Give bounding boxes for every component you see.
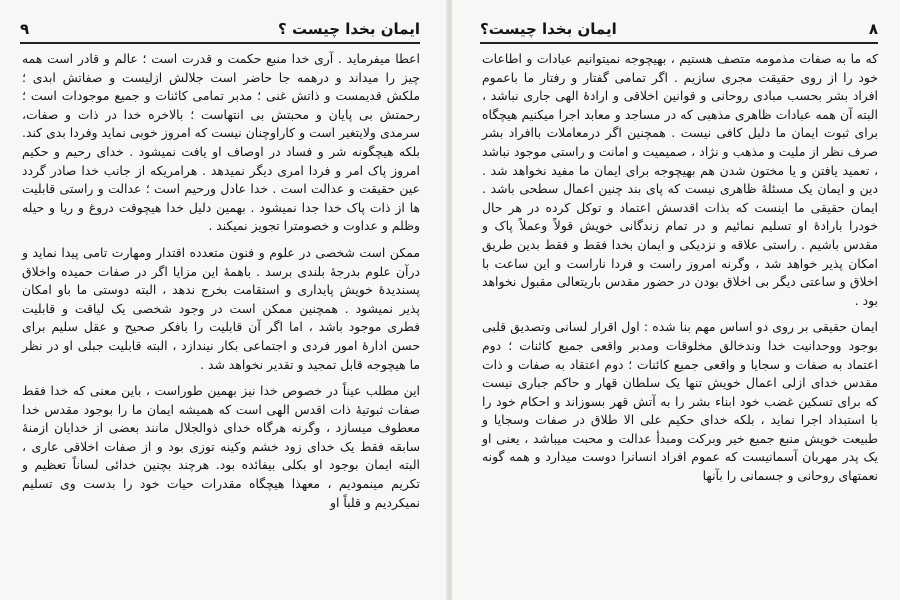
left-paragraph-2: ممکن است شخصی در علوم و فنون متعدده اقتدار ومهارت تامی پیدا نماید و درآن علوم بدرجهٔ بلندی برسد . باهمهٔ این مزایا اگر در صفات حمیده واخلاق پسندیدهٔ خویش پایداری و استقامت بخرج ندهد ، البته دوستی ما باو امکان پذیر نمیشود . همچنین ممکن است در وجود شخصی یک لیاقت و قابلیت فطری موجود باشد ، اما اگر آن قابلیت را بافکر صحیح و عقل سلیم برای حسن ادارهٔ امور فردی و اجتماعی بکار نیندازد ، البته قابلیت جبلی او در نظر ما هیچوجه قابل تمجید و تقدیر نخواهد شد . bbox=[22, 244, 420, 372]
right-page-number: ۸ bbox=[868, 20, 878, 38]
left-page-body bbox=[22, 50, 420, 520]
right-running-head: ایمان بخدا چیست؟ bbox=[480, 20, 617, 38]
right-page-body bbox=[482, 50, 878, 494]
left-paragraph-3: این مطلب عیناً در خصوص خدا نیز بهمین طوراست ، باین معنی که خدا فقط صفات ثبوتیهٔ ذات اقدس الهی است که همیشه ایمان ما را بوجود مقدس خدا معطوف میسازد ، وگرنه هرگاه خدای ذوالجلال مانند بعضی از خدایان ازمنهٔ سابقه فقط یک خدای زود خشم وکینه توزی بود و از صفات اخلاقی عاری ، البته ایمان بوجود او بکلی بیفائده بود. هرچند بچنین خدائی لساناً تعظیم و تکریم مینمودیم ، معهذا هیچگاه مقدرات حیات خود را بدست وی تسلیم نمیکردیم و قلباً او bbox=[22, 383, 420, 510]
right-page-header bbox=[480, 16, 878, 42]
left-page-header bbox=[20, 16, 420, 42]
left-paragraph-1: اعطا میفرماید . آری خدا منبع حکمت و قدرت است ؛ عالم و قادر است همه چیز را میداند و درهمه جا حاضر است جلالش ازلیست و صفاتش ابدی ؛ ملکش قدیمست و ذاتش غنی ؛ مدبر تمامی کائنات و جمیع موجودات است ؛ رحمتش بی پایان و محبتش بی انتهاست ؛ بالاخره خدا در ذات و صفات، سرمدی ولایتغیر است و کاراوچنان نیست که امروز خوبی نماید وفردا بدی کند. بلکه هیچگونه شر و فساد در اوصاف او یافت نمیشود . خدای رحیم و حکیم امروز پاک امر و فردا امری دیگر نمیدهد . هرامریکه از جانب خدا صادر گردد عین حقیقت و عدالت است . خدا عادل ورحیم است ؛ عدالت و راستی قابلیت ها از ذات پاک خدا جدا نمیشود . بهمین دلیل خدا هیچوقت دروغ و ریا و حیله وظلم و عداوت و خصومترا تجویز نمیکند . bbox=[22, 51, 420, 234]
left-running-head: ایمان بخدا چیست ؟ bbox=[278, 20, 420, 38]
right-header-rule bbox=[480, 42, 878, 44]
right-paragraph-1: که ما به صفات مذمومه متصف هستیم ، بهیچوجه نمیتوانیم عبادات و اطاعات خود را از روی حقیقت مجری سازیم . اگر تمامی گفتار و رفتار ما باعموم افراد بشر بحسب مبادی روحانی و قوانین اخلاقی و ارادهٔ الهی جاری نباشد ، البته آن همه عبادات ظاهری مذهبی که در مساجد و معابد اجرا میکنیم هیچگاه برای ثبوت ایمان ما دلیل کافی نیست . همچنین اگر درمعاملات باافراد بشر صرف نظر از ملیت و مذهب و نژاد ، صمیمیت و امانت و راستی موجود نباشد ، تعمید یافتن و یا مختون شدن هم بهیچوجه برای ایمان ما مفید نخواهد شد . دین و ایمان یک مسئلهٔ ظاهری نیست که پای بند چنین اعمال سطحی باشد . ایمان حقیقی ما اینست که بذات اقدسش اعتماد و توکل کرده در هر حال خودرا بارادهٔ او تسلیم نمائیم و در تمام زندگانی خویش قولاً وعملاً پاک و مقدس باشیم . راستی علاقه و نزدیکی و ایمان بخدا فقط و فقط بدین طریق امکان پذیر خواهد شد ، وگرنه امروز راست و فردا ناراست و این ساعت با اخلاق و ساعتی دیگر بی اخلاق بودن در حضور مقدس باریتعالی مقبول نخواهد بود . bbox=[482, 51, 878, 308]
left-header-rule bbox=[20, 42, 420, 44]
right-page bbox=[452, 0, 900, 600]
left-page-number: ۹ bbox=[20, 20, 30, 38]
right-paragraph-2: ایمان حقیقی بر روی دو اساس مهم بنا شده : اول اقرار لسانی وتصدیق قلبی بوجود ووحدانیت خدا وندخالق مخلوقات ومدبر واقعی جمیع کائنات ؛ دوم اعتماد به صفات و سجایا و واقعی جمیع کائنات ؛ دوم اعتقاد به صفات و ذات مقدس خدای ازلی اعمال خویش تنها یک سلطان قهار و حاکم جباری نیست که برای تسکین غضب خود ابناء بشر را به آتش قهر بسوزاند و احکام خود را با استبداد اجرا نماید ، بلکه خدای حکیم علی الا طلاق در صفات وسجایا و طبیعت خویش منبع جمیع خیر وبرکت ومبدأ عدالت و محبت میباشد ، یعنی او یک پدر مهربان آسمانیست که عموم افراد انسانرا دوست میدارد و همه گونه نعمتهای روحانی و جسمانی را بآنها bbox=[482, 319, 878, 484]
left-page bbox=[0, 0, 448, 600]
